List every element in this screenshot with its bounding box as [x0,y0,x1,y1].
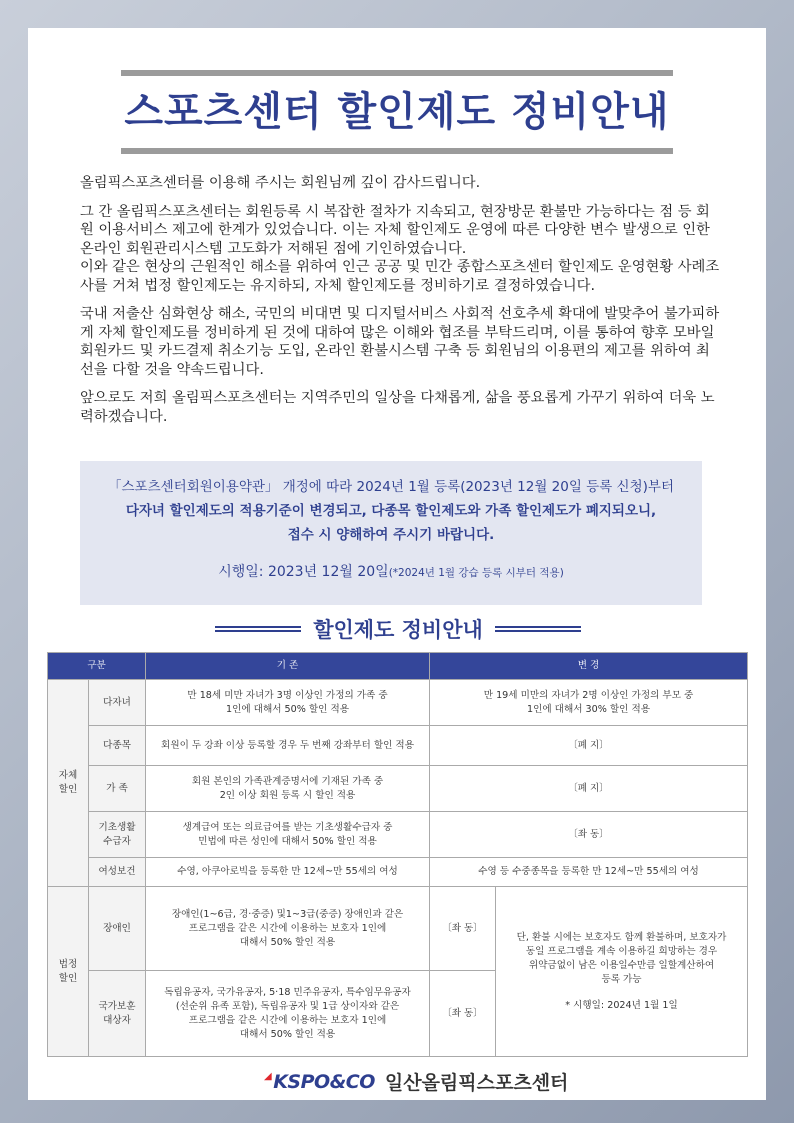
page-title: 스포츠센터 할인제도 정비안내 [124,89,670,135]
table-row [48,680,748,726]
effective-date [80,561,702,581]
effective-date-main: 시행일: 2023년 12월 20일 [218,564,389,580]
row-before: 장애인(1~6급, 경·중증) 및1~3급(중증) 장애인과 같은 프로그램을 같은 시간에 이용하는 보호자 1인에 대해서 50% 할인 적용 [146,887,430,971]
paragraph-background [80,203,720,296]
header-after: 변 경 [430,653,748,680]
row-after: 〔좌 동〕 [430,812,748,858]
header-before: 기 존 [146,653,430,680]
section-self: 자체 할인 [48,680,89,887]
row-after: 수영 등 수중종목을 등록한 만 12세~만 55세의 여성 [430,858,748,887]
row-name: 가 족 [89,766,146,812]
paragraph-background-1: 그 간 올림픽스포츠센터는 회원등록 시 복잡한 절차가 지속되고, 현장방문 환불만 가능하다는 점 등 회원 이용서비스 제고에 한계가 있었습니다. 이는 자체 할인제도 운영에 따른 다양한 변수 발생으로 인한 온라인 회원관리시스템 고도화가 저해된 점에 기인하였습니다. [80,203,710,257]
effective-date-note: (*2024년 1월 강습 등록 시부터 적용) [388,567,564,579]
section-legal: 법정 할인 [48,887,89,1057]
section-heading-text: 할인제도 정비안내 [313,618,483,642]
section-heading [188,614,608,644]
legal-note: 단, 환불 시에는 보호자도 함께 환불하며, 보호자가 동일 프로그램을 계속 이용하길 희망하는 경우 위약금없이 남은 이용일수만큼 일할계산하여 등록 가능 [516,931,727,985]
heading-right-rule [495,626,581,632]
center-name: 일산올림픽스포츠센터 [384,1072,569,1094]
paragraph-closing: 앞으로도 저희 올림픽스포츠센터는 지역주민의 일상을 다채롭게, 삶을 풍요롭게 가꾸기 위하여 더욱 노력하겠습니다. [80,390,715,425]
paragraph-thanks: 올림픽스포츠센터를 이용해 주시는 회원님께 깊이 감사드립니다. [80,175,481,191]
row-after: 만 19세 미만의 자녀가 2명 이상인 가정의 부모 중 1인에 대해서 30% 할인 적용 [430,680,748,726]
row-after: 〔좌 동〕 [430,887,496,971]
table-row [48,858,748,887]
logo-text: KSPO&CO [273,1070,375,1093]
row-before: 생계급여 또는 의료급여를 받는 기초생활수급자 중 민법에 따른 성인에 대해서 50% 할인 적용 [146,812,430,858]
notice-line-2: 다자녀 할인제도의 적용기준이 변경되고, 다종목 할인제도와 가족 할인제도가 폐지되오니, [125,503,657,519]
row-after: 〔폐 지〕 [430,726,748,766]
paragraph-background-2: 이와 같은 현상의 근원적인 해소를 위하여 인근 공공 및 민간 종합스포츠센터 할인제도 운영현황 사례조사를 거쳐 법정 할인제도는 유지하되, 자체 할인제도를 정비하기로 결정하였습니다. [80,259,720,294]
title-bottom-rule [121,148,673,154]
row-after: 〔폐 지〕 [430,766,748,812]
footer [264,1068,568,1095]
kspo-logo [264,1071,375,1093]
row-before: 독립유공자, 국가유공자, 5·18 민주유공자, 특수임무유공자 (선순위 유족 포함), 독립유공자 및 1급 상이자와 같은 프로그램을 같은 시간에 이용하는 보호자 1인에 대해서 50% 할인 적용 [146,971,430,1057]
table-row [48,887,748,971]
greeting-body [80,174,720,436]
row-name: 장애인 [89,887,146,971]
notice-line-1: 「스포츠센터회원이용약관」 개정에 따라 2024년 1월 등록(2023년 12월 20일 등록 신청)부터 [107,479,674,495]
table-header-row [48,653,748,680]
row-name: 국가보훈 대상자 [89,971,146,1057]
row-name: 다종목 [89,726,146,766]
row-after: 〔좌 동〕 [430,971,496,1057]
row-name: 기초생활 수급자 [89,812,146,858]
row-before: 회원 본인의 가족관계증명서에 기재된 가족 중 2인 이상 회원 등록 시 할인 적용 [146,766,430,812]
notice-line-3: 접수 시 양해하여 주시기 바랍니다. [287,527,495,543]
row-before: 만 18세 미만 자녀가 3명 이상인 가정의 가족 중 1인에 대해서 50% 할인 적용 [146,680,430,726]
row-name: 여성보건 [89,858,146,887]
heading-left-rule [215,626,301,632]
paragraph-reason: 국내 저출산 심화현상 해소, 국민의 비대면 및 디지털서비스 사회적 선호추세 확대에 발맞추어 불가피하게 자체 할인제도를 정비하게 된 것에 대하여 많은 이해와 협조를 부탁드리며, 이를 통하여 향후 모바일 회원카드 및 카드결제 취소기능 도입, 온라인 환불시스템 구축 등 회원님의 이용편의 제고를 위하여 최선을 다할 것을 약속드립니다. [80,306,720,378]
table-row [48,766,748,812]
discount-table [47,652,748,1057]
legal-note-cell [496,887,748,1057]
legal-note-date: * 시행일: 2024년 1월 1일 [565,999,678,1011]
table-row [48,812,748,858]
title-block [121,70,673,154]
header-category: 구분 [48,653,146,680]
logo-swoosh-icon: ◢ [264,1070,272,1082]
table-row [48,726,748,766]
notice-box [80,461,702,605]
row-before: 수영, 아쿠아로빅을 등록한 만 12세~만 55세의 여성 [146,858,430,887]
notice-page [28,28,766,1100]
row-before: 회원이 두 강좌 이상 등록할 경우 두 번째 강좌부터 할인 적용 [146,726,430,766]
row-name: 다자녀 [89,680,146,726]
